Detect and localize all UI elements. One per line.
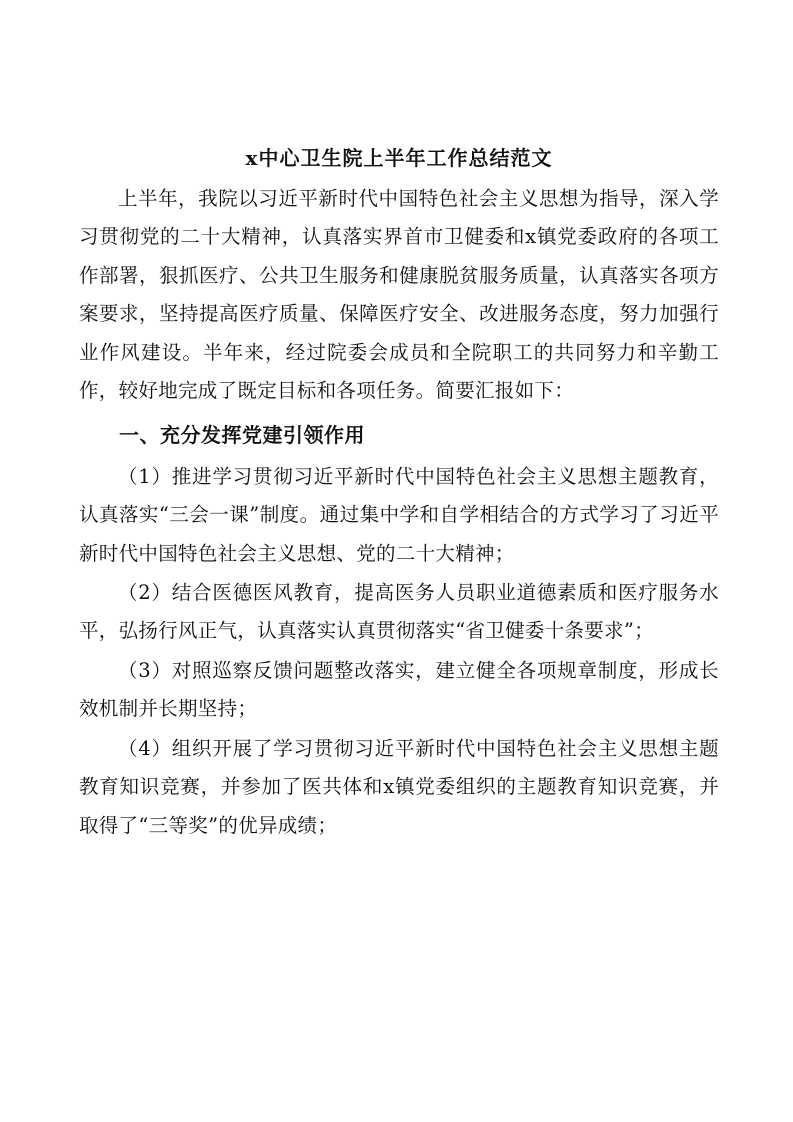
section-1-item-2: （2）结合医德医风教育，提高医务人员职业道德素质和医疗服务水平，弘扬行风正气，认真落实认真贯彻落实“省卫健委十条要求”；	[79, 581, 719, 643]
intro-paragraph: 上半年，我院以习近平新时代中国特色社会主义思想为指导，深入学习贯彻党的二十大精神，认真落实界首市卫健委和x镇党委政府的各项工作部署，狠抓医疗、公共卫生服务和健康脱贫服务质量，认真落实各项方案要求，坚持提高医疗质量、保障医疗安全、改进服务态度，努力加强行业作风建设。半年来，经过院委会成员和全院职工的共同努力和辛勤工作，较好地完成了既定目标和各项任务。简要汇报如下：	[79, 187, 719, 403]
document-title: x中心卫生院上半年工作总结范文	[245, 146, 553, 170]
section-1-item-3: （3）对照巡察反馈问题整改落实，建立健全各项规章制度，形成长效机制并长期坚持；	[79, 658, 719, 721]
section-heading-1: 一、充分发挥党建引领作用	[119, 423, 365, 448]
section-1-item-1: （1）推进学习贯彻习近平新时代中国特色社会主义思想主题教育，认真落实“三会一课”制度。通过集中学和自学相结合的方式学习了习近平新时代中国特色社会主义思想、党的二十大精神；	[79, 464, 719, 565]
section-1-item-4: （4）组织开展了学习贯彻习近平新时代中国特色社会主义思想主题教育知识竞赛，并参加了医共体和x镇党委组织的主题教育知识竞赛，并取得了“三等奖”的优异成绩；	[79, 736, 719, 837]
document-body	[79, 142, 719, 845]
